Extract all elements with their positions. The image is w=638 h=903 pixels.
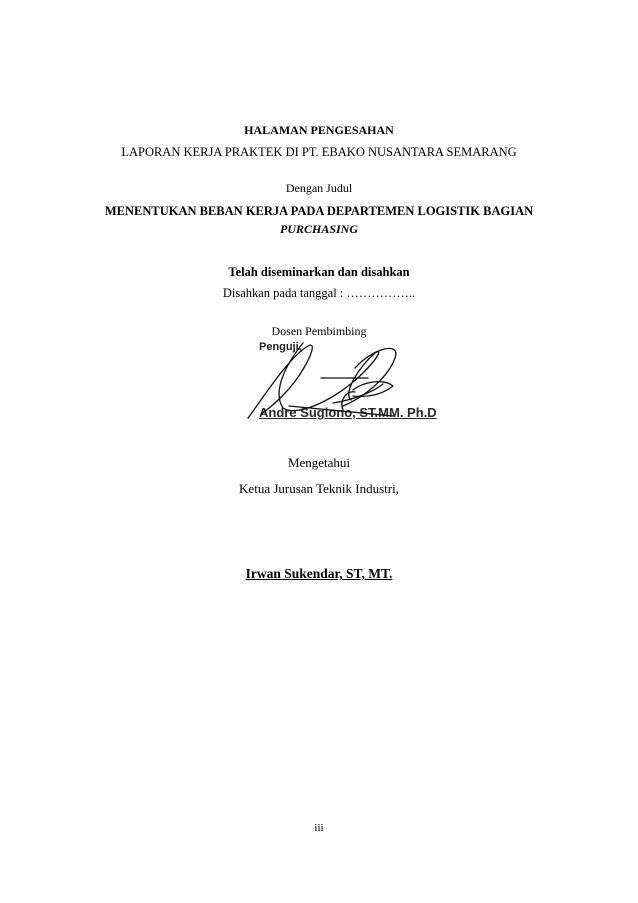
mengetahui-label: Mengetahui (287, 455, 351, 470)
penguji-label: Penguji, (259, 341, 302, 353)
ketua-jurusan-label: Ketua Jurusan Teknik Industri, (239, 481, 399, 496)
ketua-jurusan-name: Irwan Sukendar, ST, MT. (245, 566, 393, 581)
seminar-statement: Telah diseminarkan dan disahkan (228, 265, 410, 279)
dosen-pembimbing-label: Dosen Pembimbing (271, 324, 367, 338)
report-subtitle: LAPORAN KERJA PRAKTEK DI PT. EBAKO NUSANTARA SEMARANG (121, 145, 517, 159)
dosen-name: Andre Sugiono, ST.MM. Ph.D (259, 405, 437, 420)
handwritten-signature (243, 338, 413, 448)
approval-date: Disahkan pada tanggal : …………….. (222, 286, 416, 300)
dengan-judul-label: Dengan Judul (285, 181, 353, 195)
judul-line-1: MENENTUKAN BEBAN KERJA PADA DEPARTEMEN LOGISTIK BAGIAN (104, 204, 534, 218)
signature-block (243, 338, 437, 448)
page-number: iii (314, 822, 324, 834)
page-title: HALAMAN PENGESAHAN (244, 123, 394, 137)
judul-line-2: PURCHASING (279, 222, 359, 236)
